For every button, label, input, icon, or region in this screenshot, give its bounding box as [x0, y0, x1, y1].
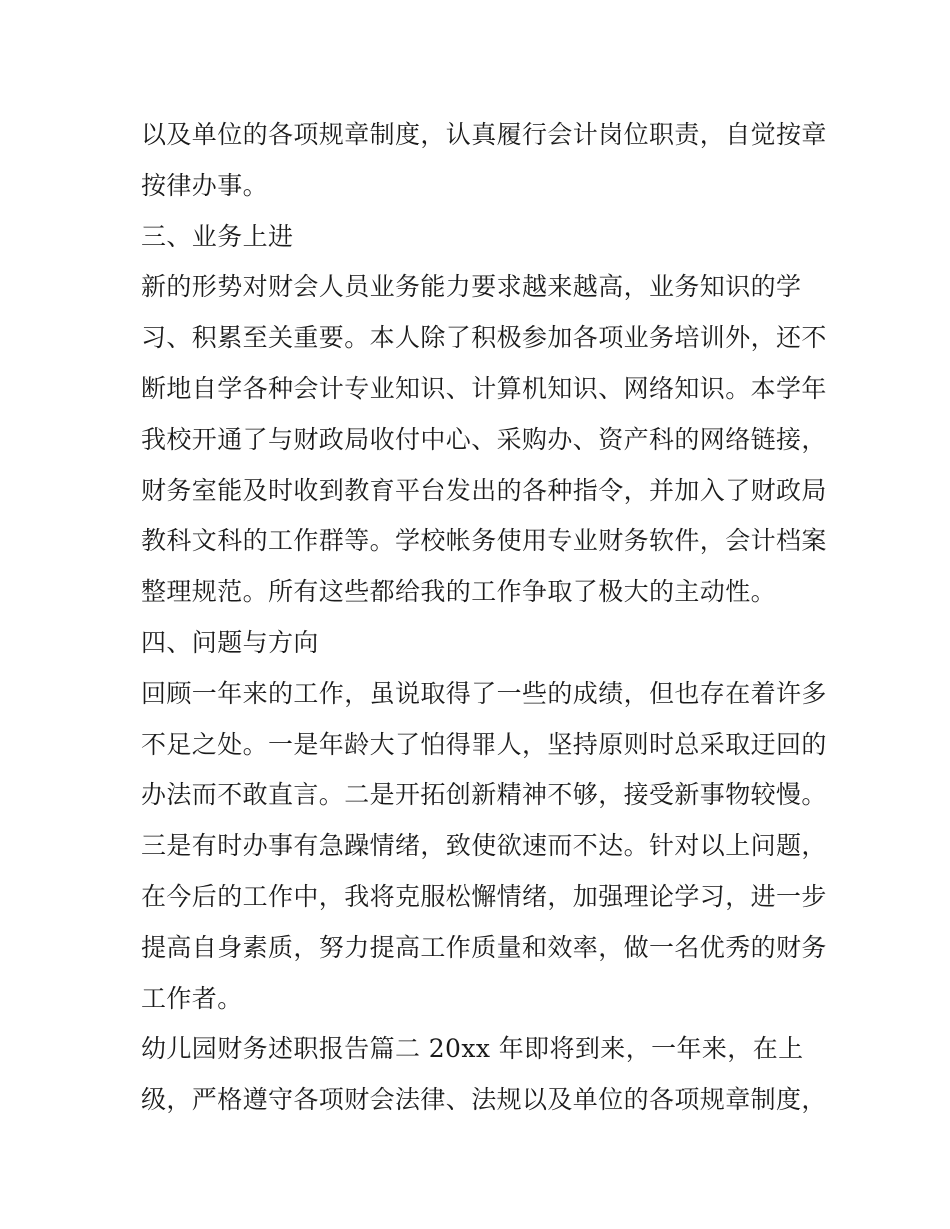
paragraph-line: 以及单位的各项规章制度，认真履行会计岗位职责，自觉按章 — [141, 120, 827, 149]
paragraph-line: 三是有时办事有急躁情绪，致使欲速而不达。针对以上问题， — [141, 831, 827, 861]
paragraph-line: 幼儿园财务述职报告篇二 20xx 年即将到来，一年来，在上 — [141, 1034, 804, 1064]
paragraph-line: 断地自学各种会计专业知识、计算机知识、网络知识。本学年 — [141, 373, 827, 403]
paragraph-line: 新的形势对财会人员业务能力要求越来越高，业务知识的学 — [141, 272, 802, 302]
paragraph-line: 整理规范。所有这些都给我的工作争取了极大的主动性。 — [141, 577, 777, 607]
paragraph-line: 不足之处。一是年龄大了怕得罪人，坚持原则时总采取迂回的 — [141, 729, 827, 759]
paragraph-line: 工作者。 — [141, 983, 243, 1013]
section-heading-3: 三、业务上进 — [141, 221, 294, 251]
paragraph-line: 办法而不敢直言。二是开拓创新精神不够，接受新事物较慢。 — [141, 780, 827, 810]
paragraph-line: 我校开通了与财政局收付中心、采购办、资产科的网络链接， — [141, 424, 827, 454]
section-heading-4: 四、问题与方向 — [141, 627, 319, 657]
paragraph-line: 教科文科的工作群等。学校帐务使用专业财务软件，会计档案 — [141, 526, 827, 556]
paragraph-line: 级，严格遵守各项财会法律、法规以及单位的各项规章制度， — [141, 1085, 827, 1115]
paragraph-line: 提高自身素质，努力提高工作质量和效率，做一名优秀的财务 — [141, 932, 827, 962]
paragraph-line: 回顾一年来的工作，虽说取得了一些的成绩，但也存在着许多 — [141, 678, 827, 708]
paragraph-line: 在今后的工作中，我将克服松懈情绪，加强理论学习，进一步 — [141, 881, 827, 911]
paragraph-line: 习、积累至关重要。本人除了积极参加各项业务培训外，还不 — [141, 323, 827, 353]
paragraph-line: 按律办事。 — [141, 170, 269, 200]
paragraph-line: 财务室能及时收到教育平台发出的各种指令，并加入了财政局 — [141, 475, 827, 505]
document-body — [141, 110, 827, 1126]
